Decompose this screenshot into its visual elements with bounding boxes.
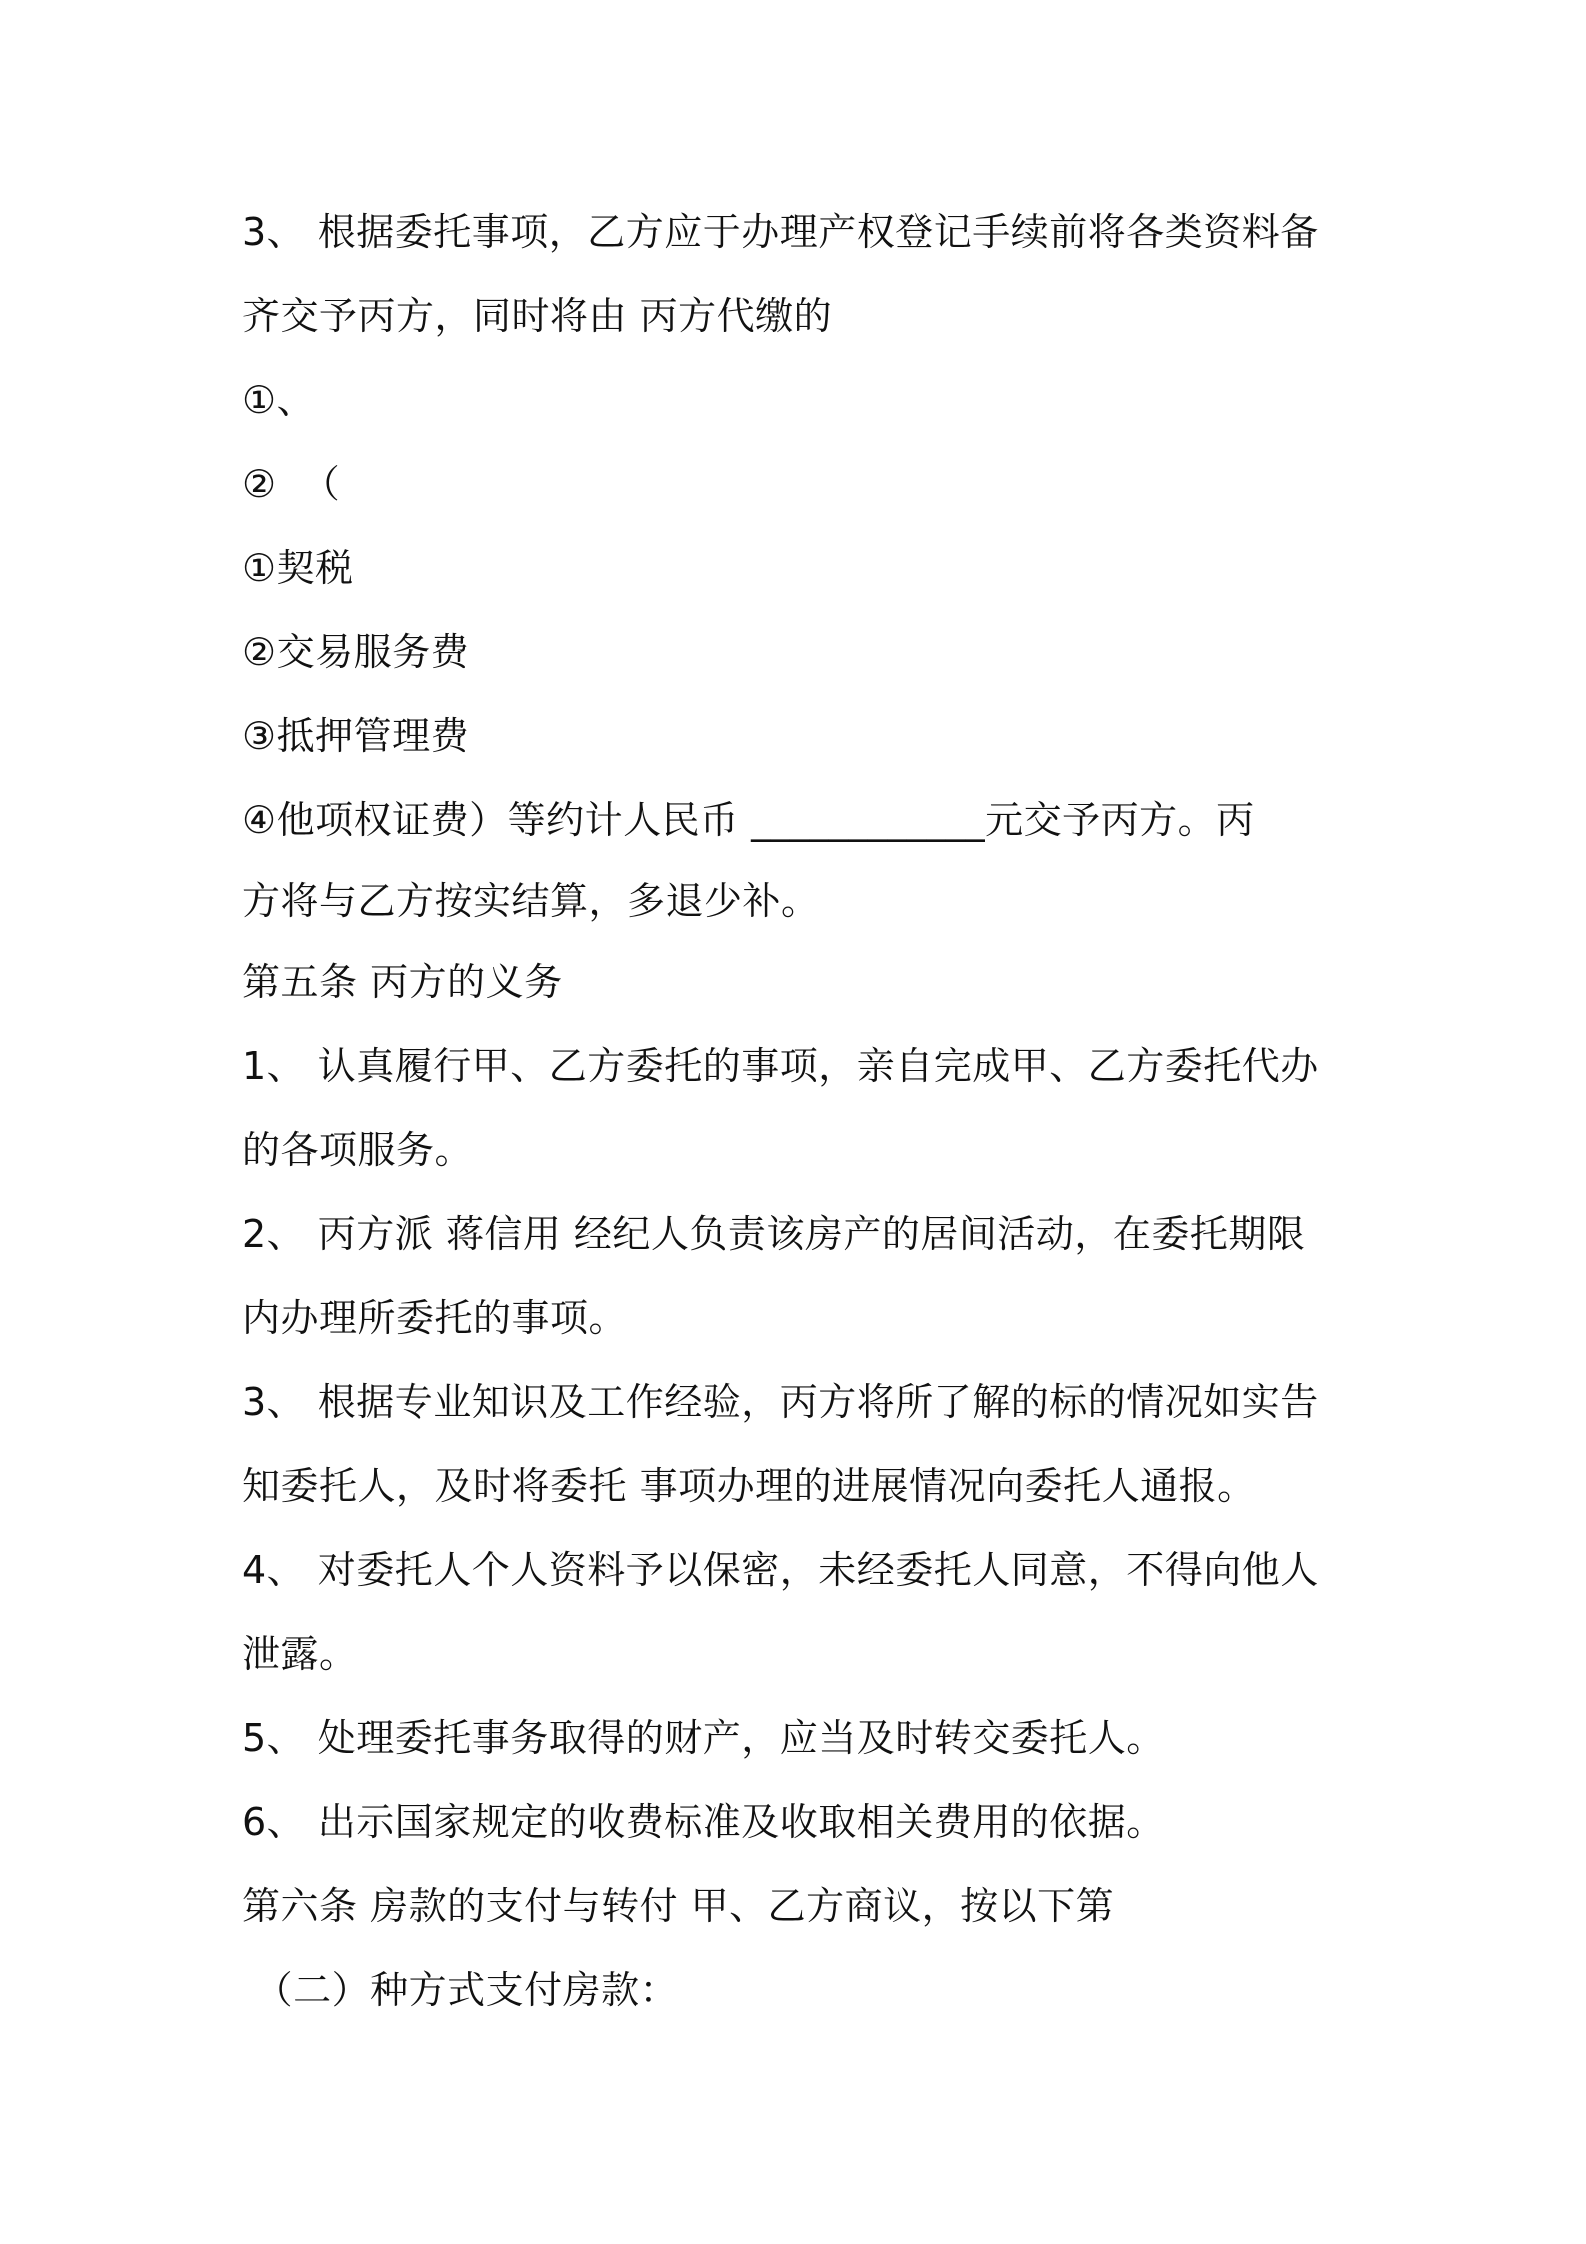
text-line-15: 3、 根据专业知识及工作经验，丙方将所了解的标的情况如实告 — [242, 1380, 1319, 1424]
section-heading-5: 第五条 丙方的义务 — [242, 960, 563, 1004]
text-line-12: 的各项服务。 — [242, 1128, 474, 1172]
text-line-22: （二）种方式支付房款： — [242, 1968, 679, 2012]
text-line-7: ③抵押管理费 — [242, 714, 470, 758]
text-line-1: 3、 根据委托事项，乙方应于办理产权登记手续前将各类资料备 — [242, 210, 1319, 254]
text-line-2: 齐交予丙方，同时将由 丙方代缴的 — [242, 294, 833, 338]
text-line-6: ②交易服务费 — [242, 630, 470, 674]
text-line-14: 内办理所委托的事项。 — [242, 1296, 628, 1340]
document-page — [242, 190, 1362, 2032]
text-line-13: 2、 丙方派 蒋信用 经纪人负责该房产的居间活动，在委托期限 — [242, 1212, 1306, 1256]
text-line-3: ①、 — [242, 378, 316, 422]
text-line-9: 方将与乙方按实结算，多退少补。 — [242, 879, 820, 923]
text-line-11: 1、 认真履行甲、乙方委托的事项，亲自完成甲、乙方委托代办 — [242, 1044, 1319, 1088]
text-line-19: 5、 处理委托事务取得的财产，应当及时转交委托人。 — [242, 1716, 1165, 1760]
text-line-20: 6、 出示国家规定的收费标准及收取相关费用的依据。 — [242, 1800, 1165, 1844]
text-line-5: ①契税 — [242, 546, 354, 590]
text-line-8: ④他项权证费）等约计人民币 ____________元交予丙方。丙 — [242, 798, 1255, 842]
text-line-17: 4、 对委托人个人资料予以保密，未经委托人同意，不得向他人 — [242, 1548, 1319, 1592]
text-line-4: ② （ — [242, 462, 341, 506]
text-line-16: 知委托人，及时将委托 事项办理的进展情况向委托人通报。 — [242, 1464, 1256, 1508]
section-heading-6: 第六条 房款的支付与转付 甲、乙方商议，按以下第 — [242, 1884, 1115, 1928]
text-line-18: 泄露。 — [242, 1632, 358, 1676]
